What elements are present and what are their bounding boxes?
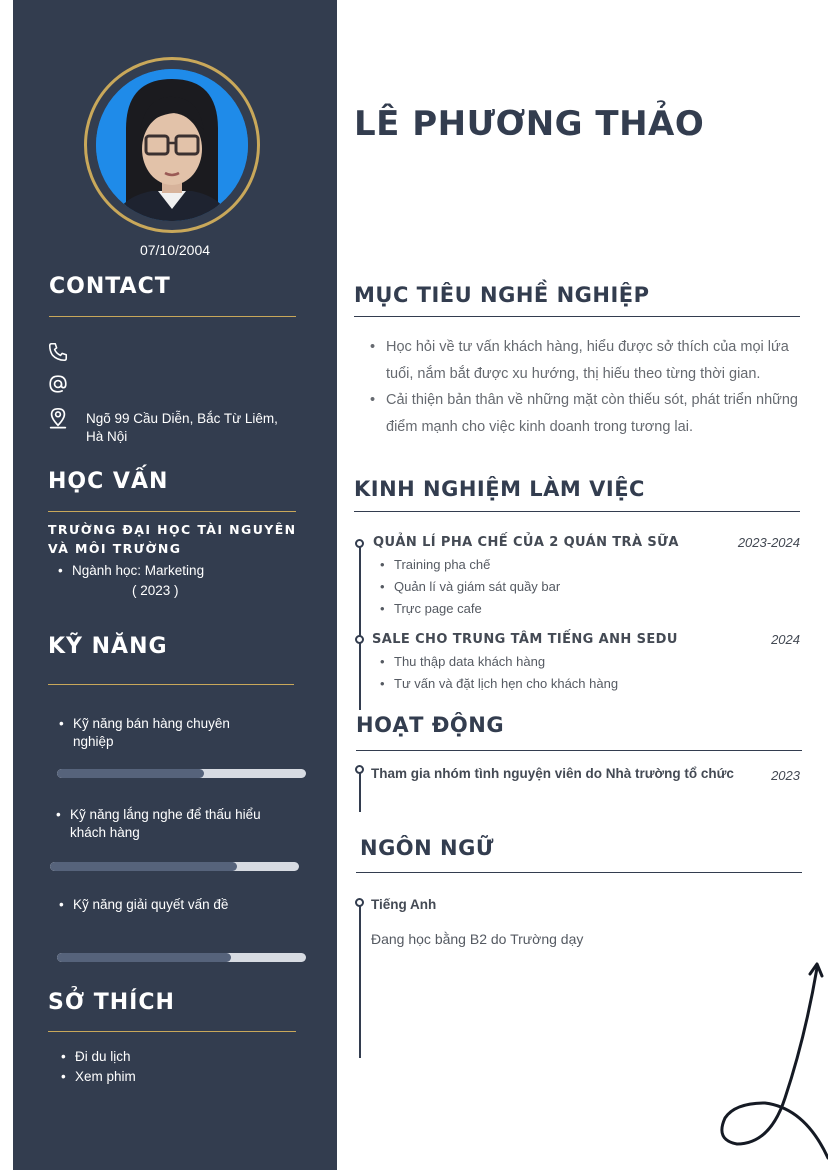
- experience-divider: [354, 511, 800, 512]
- job-title: SALE CHO TRUNG TÂM TIẾNG ANH SEDU: [372, 632, 678, 647]
- activities-heading: HOẠT ĐỘNG: [356, 713, 505, 737]
- location-pin-icon: [47, 406, 69, 430]
- skill-item: [59, 715, 269, 751]
- duty-item: • Quản lí và giám sát quầy bar: [380, 576, 680, 598]
- candidate-name: LÊ PHƯƠNG THẢO: [354, 104, 705, 144]
- timeline-line: [359, 772, 361, 812]
- skill-bar: [50, 862, 299, 871]
- decorative-loop-arrow-icon: [655, 958, 828, 1170]
- major-item: • Ngành học: Marketing: [58, 562, 278, 580]
- skill-item: [56, 806, 266, 842]
- profile-photo: [96, 69, 248, 221]
- skill-bar-fill: [57, 953, 231, 962]
- skills-divider: [48, 684, 294, 685]
- activities-divider: [356, 750, 802, 751]
- duty-item: • Training pha chế: [380, 554, 680, 576]
- education-divider: [48, 511, 296, 512]
- hobby-item: • Đi du lịch: [61, 1047, 261, 1067]
- skill-bar-fill: [50, 862, 237, 871]
- languages-heading: NGÔN NGỮ: [360, 836, 494, 860]
- hobbies-heading: SỞ THÍCH: [48, 990, 175, 1015]
- skill-label: • Kỹ năng bán hàng chuyên nghiệp: [59, 715, 269, 751]
- timeline-dot: [355, 635, 364, 644]
- job-title: QUẢN LÍ PHA CHẾ CỦA 2 QUÁN TRÀ SỮA: [373, 535, 679, 550]
- contact-address: Ngõ 99 Cầu Diễn, Bắc Từ Liêm, Hà Nội: [86, 411, 278, 444]
- job-date: 2024: [771, 632, 800, 647]
- sidebar: [13, 0, 337, 1170]
- skill-bar: [57, 769, 306, 778]
- skill-bar: [57, 953, 306, 962]
- timeline-line: [359, 545, 361, 710]
- duty-item: • Trực page cafe: [380, 598, 680, 620]
- education-year: ( 2023 ): [132, 583, 179, 598]
- education-heading: HỌC VẤN: [48, 469, 169, 494]
- job-date: 2023-2024: [737, 535, 800, 550]
- contact-divider: [49, 316, 296, 317]
- timeline-dot: [355, 898, 364, 907]
- skill-bar-fill: [57, 769, 204, 778]
- skill-item: [59, 896, 239, 914]
- experience-heading: KINH NGHIỆM LÀM VIỆC: [354, 477, 645, 501]
- hobby-item: • Xem phim: [61, 1067, 261, 1087]
- languages-divider: [356, 872, 802, 873]
- objective-item: • Học hỏi về tư vấn khách hàng, hiểu được sở thích của mọi lứa tuổi, nắm bắt được xu hướng, thị hiếu theo từng thời gian.: [370, 334, 802, 387]
- contact-heading: CONTACT: [49, 274, 171, 299]
- activity-date: 2023: [771, 768, 800, 783]
- language-name: Tiếng Anh: [371, 897, 437, 912]
- date-of-birth: 07/10/2004: [139, 242, 211, 258]
- job-duties: [380, 651, 680, 695]
- skill-label: • Kỹ năng lắng nghe để thấu hiểu khách hàng: [56, 806, 266, 842]
- timeline-dot: [355, 765, 364, 774]
- school-name: TRƯỜNG ĐẠI HỌC TÀI NGUYÊN VÀ MÔI TRƯỜNG: [48, 522, 297, 556]
- objective-item: • Cải thiện bản thân về những mặt còn thiếu sót, phát triển những điểm mạnh cho việc kinh doanh trong tương lai.: [370, 387, 802, 440]
- objective-heading: MỤC TIÊU NGHỀ NGHIỆP: [354, 283, 650, 307]
- objective-list: [370, 334, 802, 440]
- objective-divider: [354, 316, 800, 317]
- skills-heading: KỸ NĂNG: [48, 634, 168, 659]
- duty-item: • Thu thập data khách hàng: [380, 651, 680, 673]
- hobbies-divider: [48, 1031, 296, 1032]
- duty-item: • Tư vấn và đặt lịch hẹn cho khách hàng: [380, 673, 680, 695]
- hobbies-list: [61, 1047, 261, 1086]
- activity-title: Tham gia nhóm tình nguyện viên do Nhà trường tổ chức: [371, 766, 734, 781]
- language-detail: Đang học bằng B2 do Trường dạy: [371, 931, 584, 947]
- skill-label: • Kỹ năng giải quyết vấn đề: [59, 896, 239, 914]
- timeline-dot: [355, 539, 364, 548]
- education-details: [58, 562, 278, 580]
- job-duties: [380, 554, 680, 620]
- phone-icon: [47, 341, 69, 363]
- timeline-line: [359, 905, 361, 1058]
- email-icon: [47, 373, 69, 395]
